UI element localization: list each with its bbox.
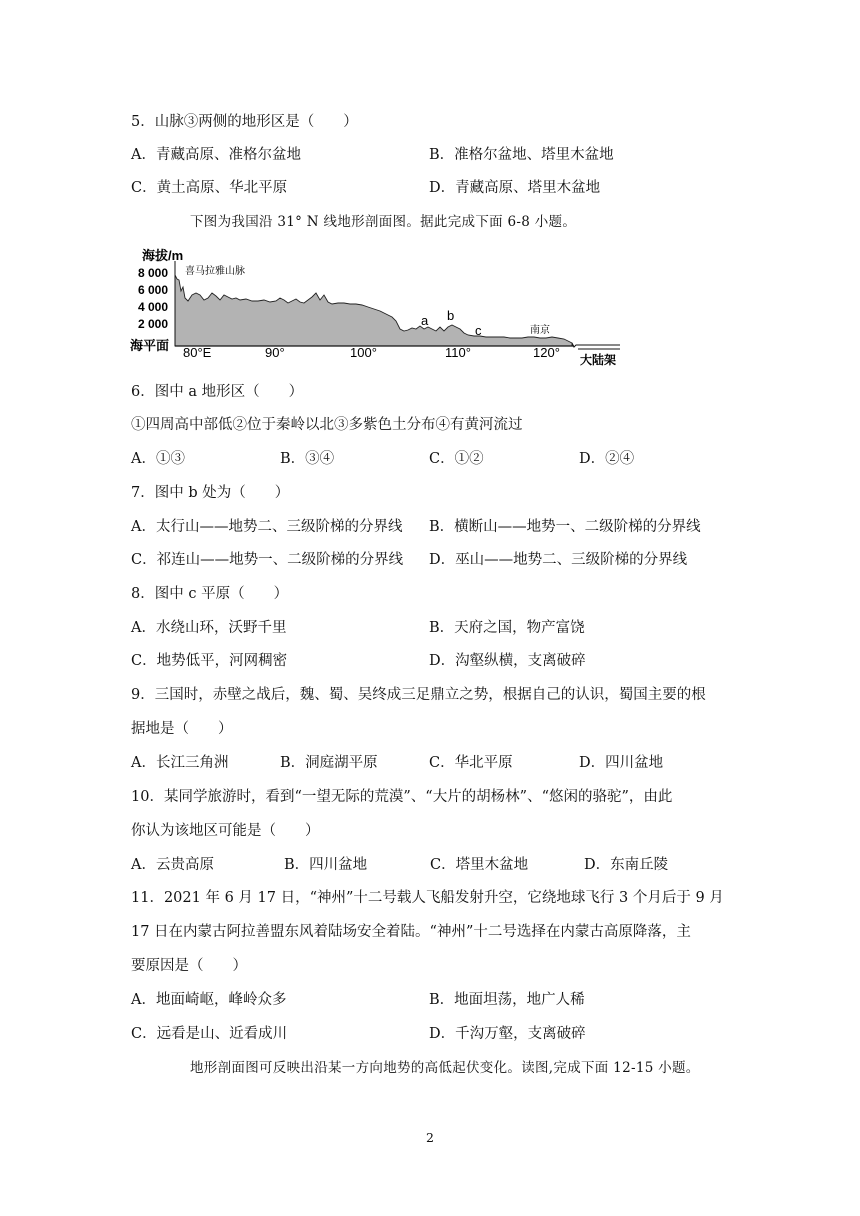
- q6-option-d: D．②④: [579, 451, 635, 467]
- q5-option-c: C．黄土高原、华北平原: [131, 180, 288, 196]
- q10-option-b: B．四川盆地: [284, 857, 368, 873]
- q6-option-b: B．③④: [280, 451, 335, 467]
- q11-option-d: D．千沟万壑，支离破碎: [429, 1026, 586, 1042]
- q10-option-c: C．塔里木盆地: [430, 857, 529, 873]
- nanjing-label: 南京: [530, 325, 550, 336]
- q6-stem: 6．图中 a 地形区（ ）: [131, 384, 304, 400]
- continental-shelf-label: 大陆架: [580, 353, 617, 367]
- x-tick-120: 120°: [533, 345, 560, 360]
- terrain-profile-figure: [128, 243, 620, 369]
- q9-stem-line2: 据地是（ ）: [131, 721, 233, 737]
- x-tick-80: 80°E: [183, 345, 212, 360]
- q10-stem-line2: 你认为该地区可能是（ ）: [131, 823, 320, 839]
- intro-6-8: 下图为我国沿 31° N 线地形剖面图。据此完成下面 6-8 小题。: [190, 214, 577, 230]
- terrain-profile-area: [175, 275, 572, 346]
- q9-option-d: D．四川盆地: [579, 755, 664, 771]
- q11-option-b: B．地面坦荡，地广人稀: [429, 992, 585, 1008]
- x-tick-110: 110°: [445, 345, 471, 360]
- q10-stem-line1: 10．某同学旅游时，看到“一望无际的荒漠”、“大片的胡杨林”、“悠闲的骆驼”，由此: [131, 789, 673, 805]
- q11-stem-line3: 要原因是（ ）: [131, 958, 247, 974]
- q7-option-b: B．横断山——地势一、二级阶梯的分界线: [429, 519, 701, 535]
- marker-a: a: [421, 313, 429, 328]
- q5-option-b: B．准格尔盆地、塔里木盆地: [429, 147, 614, 163]
- q8-stem: 8．图中 c 平原（ ）: [131, 586, 289, 602]
- q11-stem-line1: 11．2021 年 6 月 17 日，“神州”十二号载人飞船发射升空，它绕地球飞行 3 个月后于 9 月: [131, 890, 724, 906]
- y-tick-2000: 2 000: [138, 317, 169, 331]
- q9-stem-line1: 9．三国时，赤壁之战后，魏、蜀、吴终成三足鼎立之势，根据自己的认识，蜀国主要的根: [131, 687, 706, 703]
- q8-option-b: B．天府之国，物产富饶: [429, 620, 585, 636]
- y-tick-6000: 6 000: [138, 283, 169, 297]
- x-tick-100: 100°: [350, 345, 377, 360]
- marker-c: c: [475, 323, 482, 338]
- q11-option-c: C．远看是山、近看成川: [131, 1026, 288, 1042]
- q7-option-a: A．太行山——地势二、三级阶梯的分界线: [131, 519, 403, 535]
- q9-option-c: C．华北平原: [429, 755, 513, 771]
- q5-option-a: A．青藏高原、准格尔盆地: [131, 147, 301, 163]
- x-tick-90: 90°: [265, 345, 285, 360]
- sea-level-label: 海平面: [130, 338, 170, 353]
- intro-12-15: 地形剖面图可反映出沿某一方向地势的高低起伏变化。读图,完成下面 12-15 小题。: [190, 1060, 700, 1076]
- y-tick-4000: 4 000: [138, 300, 169, 314]
- q8-option-d: D．沟壑纵横，支离破碎: [429, 653, 586, 669]
- q7-option-c: C．祁连山——地势一、二级阶梯的分界线: [131, 552, 404, 568]
- marker-b: b: [447, 308, 455, 323]
- q7-option-d: D．巫山——地势二、三级阶梯的分界线: [429, 552, 688, 568]
- q7-stem: 7．图中 b 处为（ ）: [131, 485, 290, 501]
- q6-option-a: A．①③: [131, 451, 185, 467]
- q6-option-c: C．①②: [429, 451, 484, 467]
- q8-option-c: C．地势低平，河网稠密: [131, 653, 288, 669]
- q8-option-a: A．水绕山环，沃野千里: [131, 620, 287, 636]
- q6-statements: ①四周高中部低②位于秦岭以北③多紫色土分布④有黄河流过: [131, 417, 523, 433]
- q5-stem: 5．山脉③两侧的地形区是（ ）: [131, 114, 358, 130]
- continental-shelf-line: [572, 343, 620, 347]
- q11-stem-line2: 17 日在内蒙古阿拉善盟东风着陆场安全着陆。“神州”十二号选择在内蒙古高原降落，主: [131, 924, 691, 940]
- q11-option-a: A．地面崎岖，峰岭众多: [131, 992, 287, 1008]
- q10-option-a: A．云贵高原: [131, 857, 214, 873]
- himalaya-label: 喜马拉雅山脉: [185, 266, 245, 277]
- q9-option-a: A．长江三角洲: [131, 755, 229, 771]
- y-axis-label: 海拔/m: [142, 248, 184, 263]
- q10-option-d: D．东南丘陵: [584, 857, 669, 873]
- q5-option-d: D．青藏高原、塔里木盆地: [429, 180, 601, 196]
- page-number: 2: [426, 1130, 434, 1145]
- q9-option-b: B．洞庭湖平原: [280, 755, 378, 771]
- y-tick-8000: 8 000: [138, 266, 169, 280]
